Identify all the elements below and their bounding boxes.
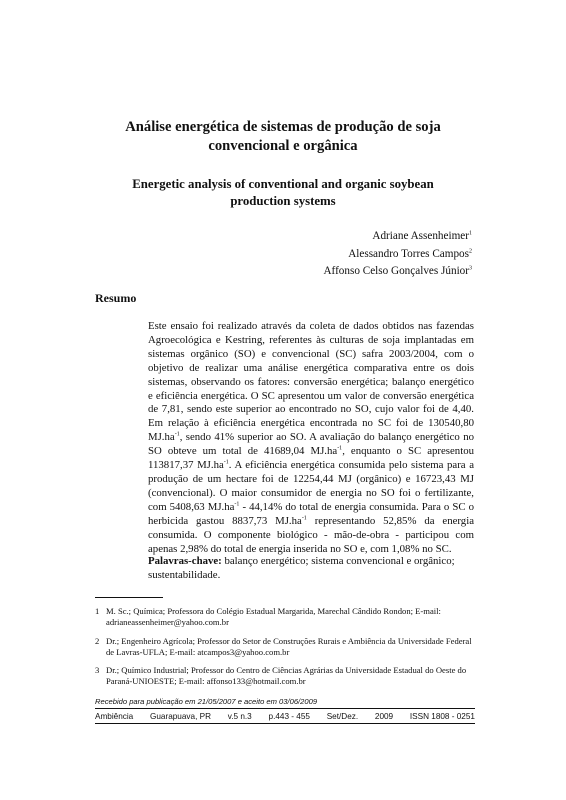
received-date-note: Recebido para publicação em 21/05/2007 e aceito em 03/06/2009 <box>95 697 318 706</box>
footnote-text: M. Sc.; Química; Professora do Colégio Estadual Margarida, Marechal Cândido Rondon; E-mail: adrianeassenheimer@yahoo.com.br <box>106 606 441 628</box>
abstract-text: - 44,14% do total de energia consumida. Para o SC o herbicida gastou 8837,73 MJ.ha <box>148 500 474 527</box>
author-1 <box>323 228 472 246</box>
footnote-text: Dr.; Engenheiro Agrícola; Professor do Setor de Construções Rurais e Ambiência da Universidade Federal de Lavras-UFLA; E-mail: atcampos3@yahoo.com.br <box>106 635 472 657</box>
journal-volume: v.5 n.3 <box>227 711 252 721</box>
unit-exponent: -1 <box>301 515 307 522</box>
paper-title <box>90 118 476 156</box>
abstract-heading: Resumo <box>95 291 137 305</box>
author-affiliation-mark: 3 <box>469 265 472 272</box>
title-line-1: Análise energética de sistemas de produção de soja <box>125 119 441 135</box>
english-title-line-1: Energetic analysis of conventional and organic soybean <box>132 177 434 191</box>
unit-exponent: -1 <box>337 445 343 452</box>
keywords <box>148 555 474 583</box>
footnotes <box>95 606 475 695</box>
author-name: Alessandro Torres Campos <box>348 247 469 260</box>
author-3 <box>323 263 472 281</box>
footnote-number: 2 <box>95 635 100 646</box>
footnote-number: 1 <box>95 606 100 616</box>
author-2 <box>323 246 472 264</box>
unit-exponent: -1 <box>223 459 229 466</box>
journal-pages: p.443 - 455 <box>268 711 310 721</box>
abstract-body <box>148 320 474 556</box>
author-list <box>323 228 472 281</box>
title-line-2: convencional e orgânica <box>208 138 358 154</box>
unit-exponent: -1 <box>234 501 240 508</box>
journal-period: Set/Dez. <box>326 711 359 721</box>
abstract-text: . A eficiência energética consumida pelo sistema para a produção de um hectare foi de 12254,44 MJ (orgânico) e 16723,43 MJ (convencional). O maior consumidor de energia no SO foi o fertilizante, com 5408,63 MJ.ha <box>148 459 474 513</box>
abstract-text: , enquanto o SC apresentou 113817,37 MJ.ha <box>148 445 474 472</box>
author-affiliation-mark: 2 <box>469 247 472 254</box>
keywords-text: balanço energético; sistema convencional e orgânico; sustentabilidade. <box>148 555 455 581</box>
journal-city: Guarapuava, PR <box>150 711 211 721</box>
author-name: Affonso Celso Gonçalves Júnior <box>323 265 469 277</box>
abstract-text: Este ensaio foi realizado através da coleta de dados obtidos nas fazendas Agroecológica e Kestring, referentes às culturas de soja implantadas em sistemas orgânico (SO) e convencional (SC) safra 2003/2004, com o objetivo de realizar uma análise energética comparativa entre os dois sistemas, observando os fatores: conversão energética; balanço energético e eficiência energética. O SC apresentou um valor de conversão energética de 7,81, sendo este superior ao encontrado no SO, cujo valor foi de 4,40. Em relação à eficiência energética encontrada no SC foi de 130540,80 MJ.ha <box>148 320 474 444</box>
paper-english-title <box>100 176 466 210</box>
footnote-number: 3 <box>95 665 100 676</box>
abstract-text: , sendo 41% superior ao SO. A avaliação do balanço energético no SO obteve um total de 41689,04 MJ.ha <box>148 431 474 458</box>
author-name: Adriane Assenheimer <box>372 230 469 242</box>
author-affiliation-mark: 1 <box>469 230 472 237</box>
footnote-3 <box>95 665 475 688</box>
keywords-label: Palavras-chave: <box>148 555 222 567</box>
footnote-text: Dr.; Químico Industrial; Professor do Centro de Ciências Agrárias da Universidade Estadual do Oeste do Paraná-UNIOESTE; E-mail: affonso133@hotmail.com.br <box>106 665 467 687</box>
journal-bar-top-rule <box>95 708 475 709</box>
journal-bar-bottom-rule <box>95 723 475 724</box>
abstract-text: representando 52,85% da energia consumida. O componente biológico - mão-de-obra - participou com apenas 2,98% do total de energia inserida no SO e, com 1,08% no SC. <box>148 514 474 555</box>
english-title-line-2: production systems <box>230 194 336 208</box>
journal-year: 2009 <box>374 711 394 721</box>
journal-info-bar <box>95 710 475 722</box>
journal-issn: ISSN 1808 - 0251 <box>409 711 475 721</box>
footnote-1 <box>95 606 475 629</box>
unit-exponent: -1 <box>174 431 180 438</box>
footnote-separator <box>95 597 163 598</box>
footnote-2 <box>95 636 475 659</box>
journal-name: Ambiência <box>95 711 134 721</box>
